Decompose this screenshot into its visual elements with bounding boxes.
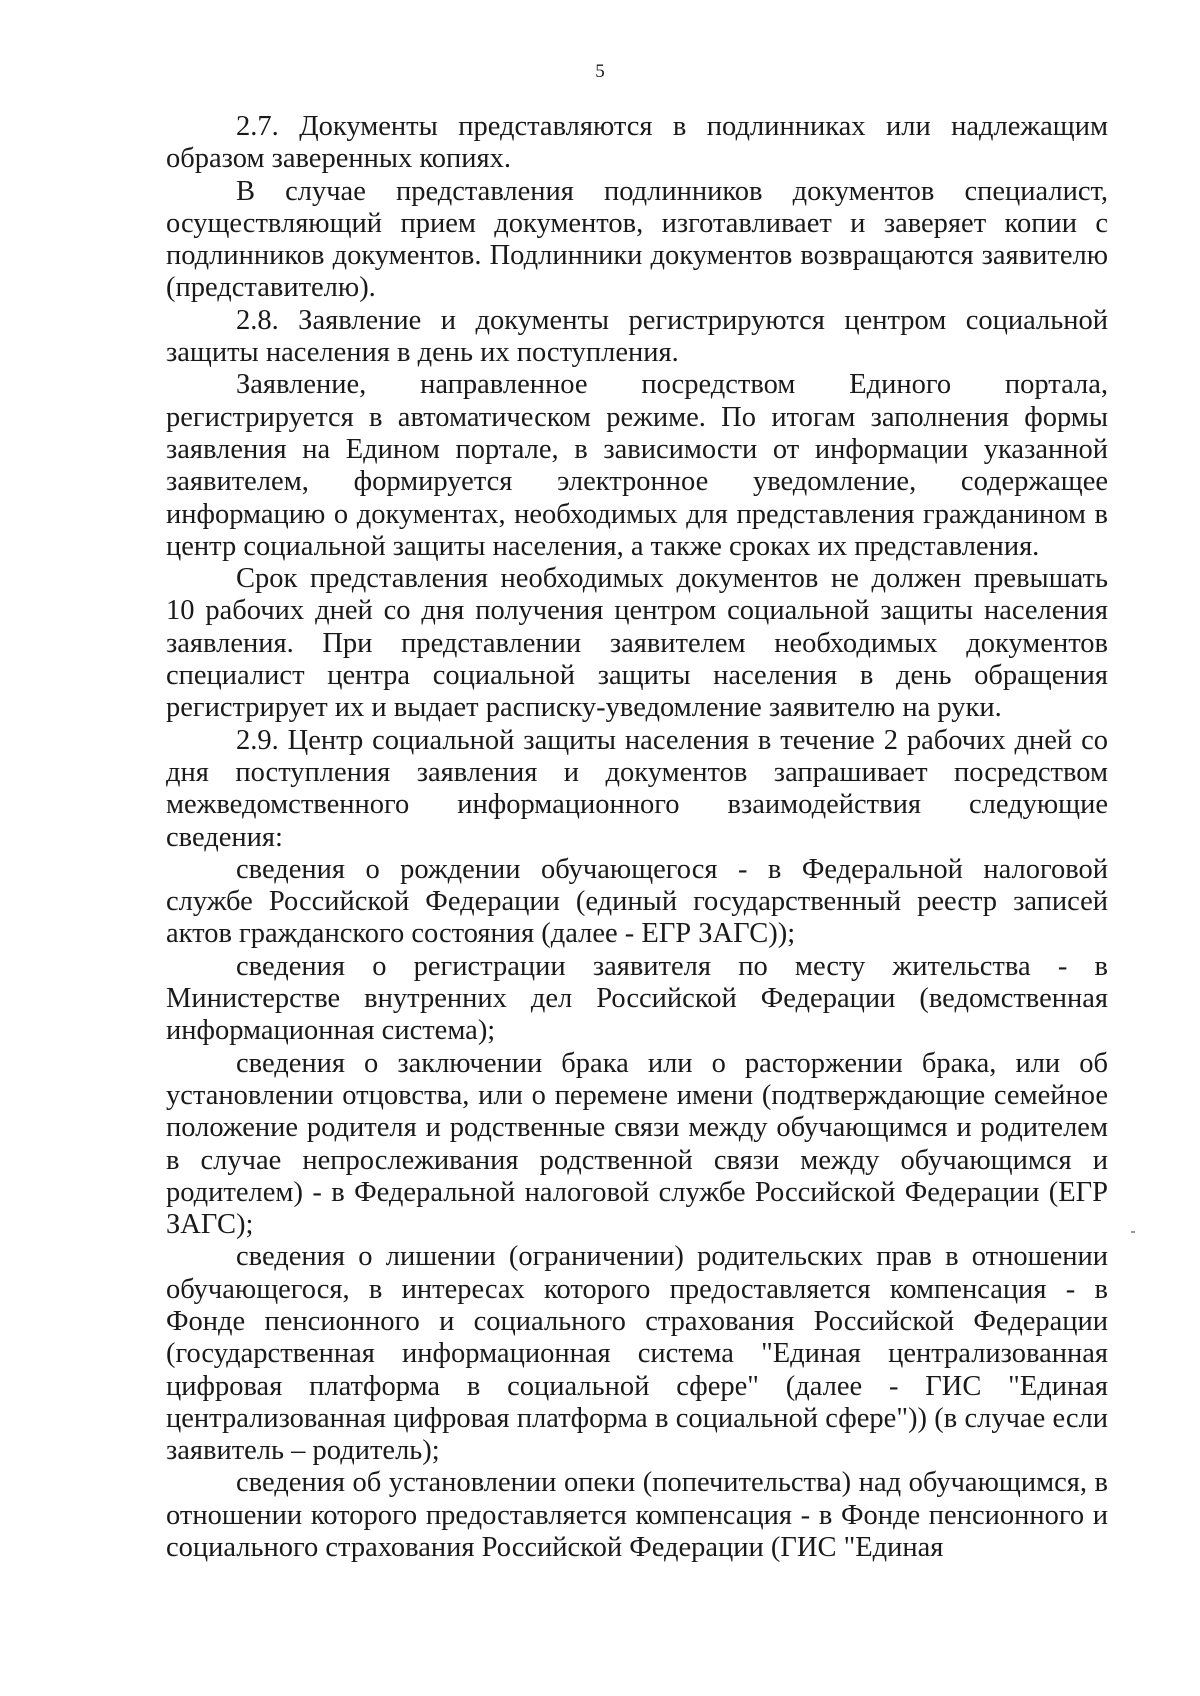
- document-body: [166, 111, 1108, 1564]
- list-item-parental-rights: сведения о лишении (ограничении) родительских прав в отношении обучающегося, в интересах которого предоставляется компенсация - в Фонде пенсионного и социального страхования Российской Федерации (государственная информационная система "Единая централизованная цифровая платформа в социальной сфере" (далее - ГИС "Единая централизованная цифровая платформа в социальной сфере")) (в случае если заявитель – родитель);: [166, 1241, 1108, 1467]
- page-number: 5: [595, 61, 605, 82]
- list-item-birth-info: сведения о рождении обучающегося - в Федеральной налоговой службе Российской Федерации (единый государственный реестр записей актов гражданского состояния (далее - ЕГР ЗАГС));: [166, 853, 1108, 950]
- paragraph-portal-registration: Заявление, направленное посредством Единого портала, регистрируется в автоматическом режиме. По итогам заполнения формы заявления на Едином портале, в зависимости от информации указанной заявителем, формируется электронное уведомление, содержащее информацию о документах, необходимых для представления гражданином в центр социальной защиты населения, а также сроках их представления.: [166, 369, 1108, 562]
- list-item-residence-registration: сведения о регистрации заявителя по месту жительства - в Министерстве внутренних дел Российской Федерации (ведомственная информационная система);: [166, 950, 1108, 1047]
- scan-speck: [1131, 1231, 1135, 1233]
- paragraph-2-8: 2.8. Заявление и документы регистрируются центром социальной защиты населения в день их поступления.: [166, 304, 1108, 369]
- paragraph-originals-copies: В случае представления подлинников документов специалист, осуществляющий прием документов, изготавливает и заверяет копии с подлинников документов. Подлинники документов возвращаются заявителю (представителю).: [166, 175, 1108, 304]
- paragraph-submission-deadline: Срок представления необходимых документов не должен превышать 10 рабочих дней со дня получения центром социальной защиты населения заявления. При представлении заявителем необходимых документов специалист центра социальной защиты населения в день обращения регистрирует их и выдает расписку-уведомление заявителю на руки.: [166, 563, 1108, 724]
- list-item-marriage-info: сведения о заключении брака или о расторжении брака, или об установлении отцовства, или о перемене имени (подтверждающие семейное положение родителя и родственные связи между обучающимся и родителем в случае непрослеживания родственной связи между обучающимся и родителем) - в Федеральной налоговой службе Российской Федерации (ЕГР ЗАГС);: [166, 1047, 1108, 1241]
- paragraph-2-7: 2.7. Документы представляются в подлинниках или надлежащим образом заверенных копиях.: [166, 111, 1108, 175]
- paragraph-2-9: 2.9. Центр социальной защиты населения в течение 2 рабочих дней со дня поступления заявления и документов запрашивает посредством межведомственного информационного взаимодействия следующие сведения:: [166, 724, 1108, 853]
- list-item-guardianship: сведения об установлении опеки (попечительства) над обучающимся, в отношении которого предоставляется компенсация - в Фонде пенсионного и социального страхования Российской Федерации (ГИС "Единая: [166, 1467, 1108, 1564]
